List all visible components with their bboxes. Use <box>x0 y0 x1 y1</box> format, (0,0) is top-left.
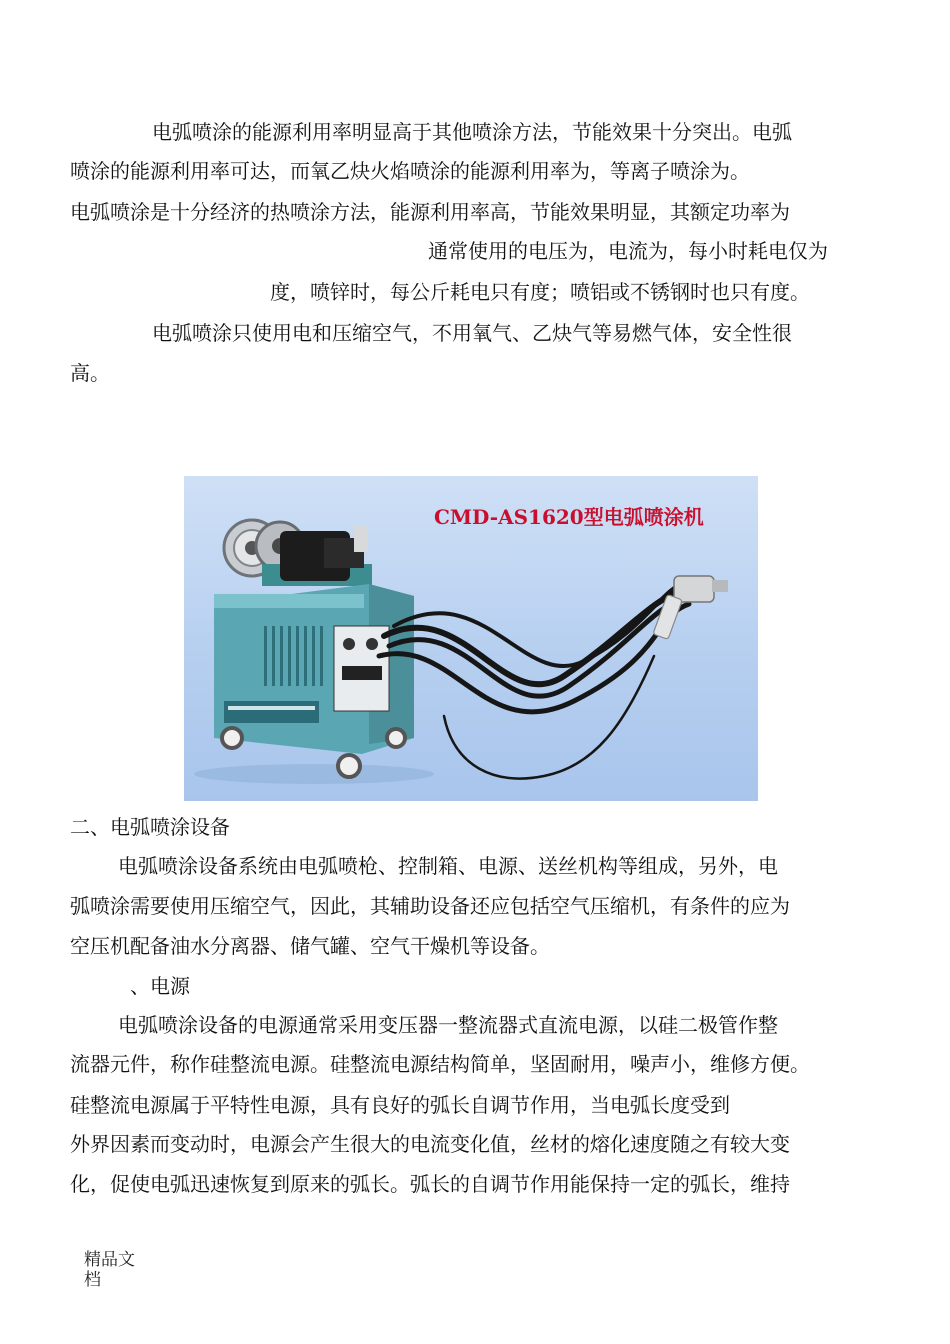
spray-gun-icon <box>653 576 728 639</box>
paragraph1-line3: 电弧喷涂是十分经济的热喷涂方法，能源利用率高，节能效果明显，其额定功率为 <box>70 200 790 224</box>
section2-para2-line1: 电弧喷涂设备的电源通常采用变压器一整流器式直流电源，以硅二极管作整 <box>118 1013 778 1037</box>
power-cabinet <box>214 584 414 754</box>
section-heading: 二、电弧喷涂设备 <box>70 815 230 839</box>
page-footer <box>84 1250 135 1290</box>
section2-para2-line5: 化，促使电弧迅速恢复到原来的弧长。弧长的自调节作用能保持一定的弧长，维持 <box>70 1172 790 1196</box>
section2-para2-line3: 硅整流电源属于平特性电源，具有良好的弧长自调节作用，当电弧长度受到 <box>70 1093 730 1117</box>
spray-hoses <box>379 584 689 779</box>
footer-line1: 精品文 <box>84 1250 135 1270</box>
section2-para1-line2: 弧喷涂需要使用压缩空气，因此，其辅助设备还应包括空气压缩机，有条件的应为 <box>70 894 790 918</box>
paragraph2-line1: 电弧喷涂只使用电和压缩空气，不用氧气、乙炔气等易燃气体，安全性很 <box>152 321 792 345</box>
machine-illustration <box>184 476 758 801</box>
paragraph2-line2: 高。 <box>70 361 110 385</box>
image-caption-text: CMD-AS1620型电弧喷涂机 <box>434 505 704 529</box>
paragraph1-line2: 喷涂的能源利用率可达，而氧乙炔火焰喷涂的能源利用率为，等离子喷涂为。 <box>70 159 750 183</box>
paragraph1-line4: 通常使用的电压为，电流为，每小时耗电仅为 <box>428 239 828 263</box>
arc-spray-machine-photo <box>184 476 758 801</box>
paragraph1-line5: 度，喷锌时，每公斤耗电只有度；喷铝或不锈钢时也只有度。 <box>270 280 810 304</box>
paragraph1-line1: 电弧喷涂的能源利用率明显高于其他喷涂方法，节能效果十分突出。电弧 <box>152 120 792 144</box>
subsection-heading: 、电源 <box>130 974 190 998</box>
section2-para1-line1: 电弧喷涂设备系统由电弧喷枪、控制箱、电源、送丝机构等组成，另外，电 <box>118 854 778 878</box>
section2-para2-line2: 流器元件，称作硅整流电源。硅整流电源结构简单，坚固耐用，噪声小，维修方便。 <box>70 1052 810 1076</box>
section2-para2-line4: 外界因素而变动时，电源会产生很大的电流变化值，丝材的熔化速度随之有较大变 <box>70 1132 790 1156</box>
section2-para1-line3: 空压机配备油水分离器、储气罐、空气干燥机等设备。 <box>70 934 550 958</box>
footer-line2: 档 <box>84 1270 101 1290</box>
